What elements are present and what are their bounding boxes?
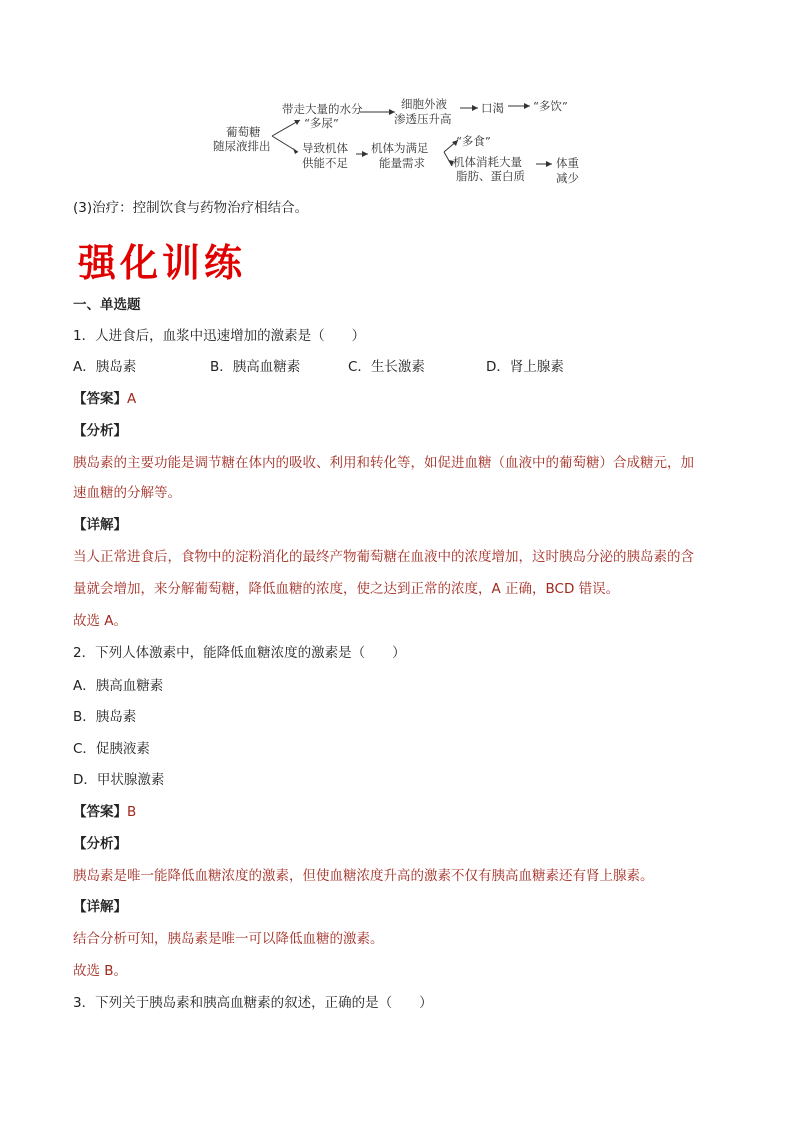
q1-analysis-line1: 胰岛素的主要功能是调节糖在体内的吸收、利用和转化等，如促进血糖（血液中的葡萄糖）合成糖元，加 (73, 455, 694, 471)
q1-option-d: D．肾上腺素 (486, 359, 564, 375)
q2-option-a: A．胰高血糖素 (73, 678, 164, 694)
q2-option-c: C．促胰液素 (73, 741, 150, 757)
q2-option-b: B．胰岛素 (73, 709, 137, 725)
q1-analysis-label: 【分析】 (73, 423, 127, 439)
q2-analysis-label: 【分析】 (73, 836, 127, 852)
q1-option-c: C．生长激素 (348, 359, 425, 375)
node-consume-line2: 脂肪、蛋白质 (456, 169, 525, 183)
q2-choice: 故选 B。 (73, 963, 128, 979)
node-water-line2: “多尿” (304, 116, 339, 130)
q1-option-b: B．胰高血糖素 (210, 359, 301, 375)
node-weight-line2: 减少 (556, 171, 579, 185)
q1-answer (73, 390, 136, 408)
section-title: 强化训练 (78, 241, 247, 285)
node-eat: “多食” (456, 134, 491, 148)
node-need-line1: 机体为满足 (371, 141, 429, 155)
q1-answer-label: 【答案】 (73, 391, 127, 407)
q1-stem: 1．人进食后，血浆中迅速增加的激素是（ ） (73, 328, 366, 344)
node-supply-line1: 导致机体 (302, 141, 348, 155)
q2-answer (73, 803, 136, 821)
q1-detail-label: 【详解】 (73, 517, 127, 533)
q3-stem: 3．下列关于胰岛素和胰高血糖素的叙述，正确的是（ ） (73, 995, 433, 1011)
q2-detail-label: 【详解】 (73, 899, 127, 915)
part-title: 一、单选题 (73, 297, 141, 313)
node-glucose-line1: 葡萄糖 (226, 125, 261, 139)
node-cell-line2: 渗透压升高 (394, 112, 452, 126)
q1-detail-line2: 量就会增加，来分解葡萄糖，降低血糖的浓度，使之达到正常的浓度，A 正确，BCD 错误。 (73, 581, 620, 597)
node-need-line2: 能量需求 (379, 156, 425, 170)
q2-option-d: D．甲状腺激素 (73, 772, 165, 788)
q1-choice: 故选 A。 (73, 613, 128, 629)
q1-answer-value: A (127, 391, 137, 407)
node-consume-line1: 机体消耗大量 (453, 155, 522, 169)
q1-option-a: A．胰岛素 (73, 359, 137, 375)
node-supply-line2: 供能不足 (302, 156, 348, 170)
node-weight-line1: 体重 (556, 156, 579, 170)
node-drink: “多饮” (533, 99, 568, 113)
node-cell-line1: 细胞外液 (401, 97, 447, 111)
treatment-text: (3)治疗：控制饮食与药物治疗相结合。 (73, 200, 309, 216)
node-water-line1: 带走大量的水分 (282, 102, 363, 116)
q2-answer-label: 【答案】 (73, 804, 127, 820)
q1-detail-line1: 当人正常进食后，食物中的淀粉消化的最终产物葡萄糖在血液中的浓度增加，这时胰岛分泌的胰岛素的含 (73, 549, 694, 565)
node-glucose-line2: 随尿液排出 (213, 139, 271, 153)
q2-detail-line1: 结合分析可知，胰岛素是唯一可以降低血糖的激素。 (73, 931, 384, 947)
q2-stem: 2．下列人体激素中，能降低血糖浓度的激素是（ ） (73, 645, 406, 661)
q2-answer-value: B (127, 804, 137, 820)
node-thirst: 口渴 (481, 101, 504, 115)
q1-analysis-line2: 速血糖的分解等。 (73, 485, 181, 501)
q2-analysis-line1: 胰岛素是唯一能降低血糖浓度的激素，但使血糖浓度升高的激素不仅有胰高血糖素还有肾上腺素。 (73, 868, 654, 884)
